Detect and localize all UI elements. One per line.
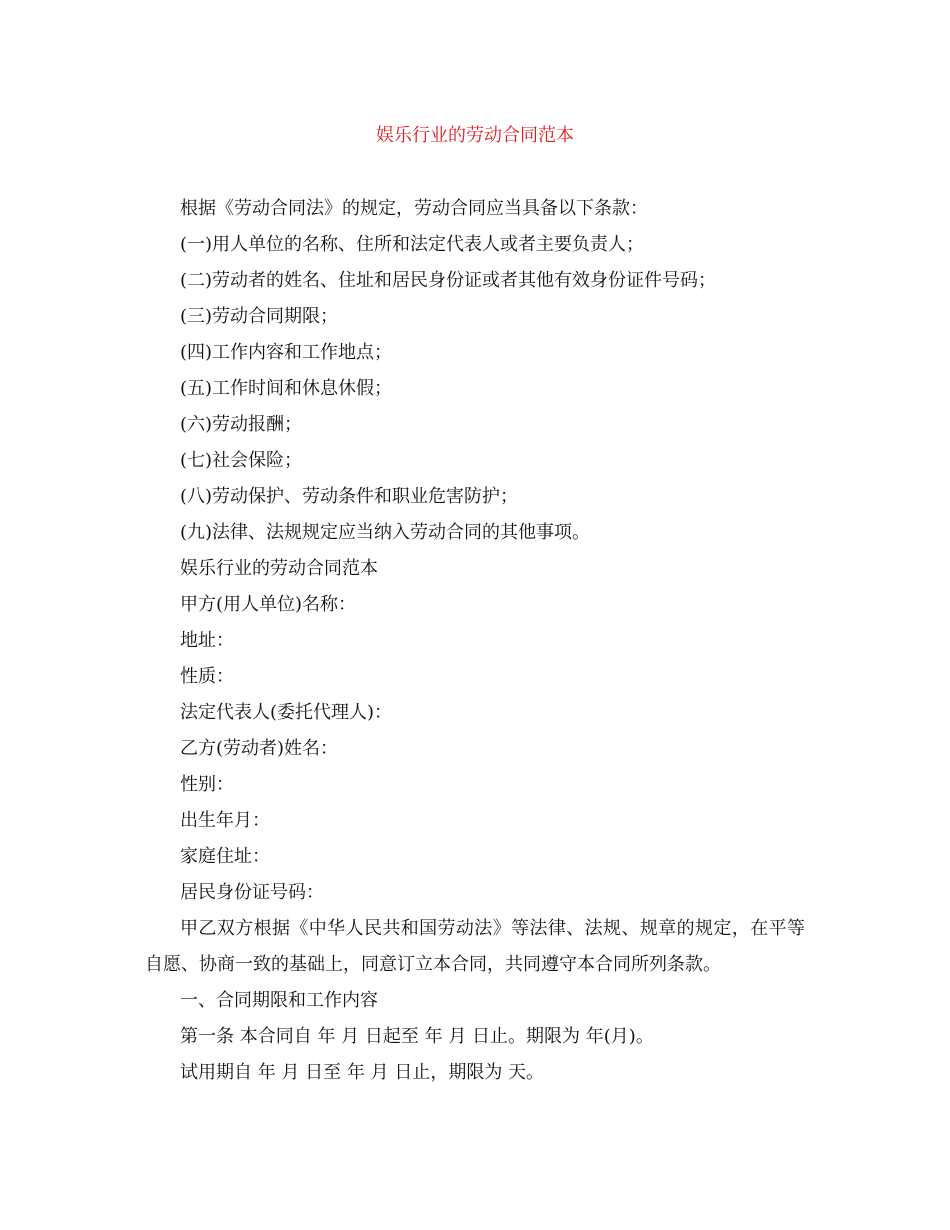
paragraph-intro: 根据《劳动合同法》的规定，劳动合同应当具备以下条款： (180, 198, 648, 219)
field-employer-name: 甲方(用人单位)名称： (180, 594, 357, 615)
probation-period: 试用期自 年 月 日至 年 月 日止，期限为 天。 (180, 1062, 545, 1083)
field-id-number: 居民身份证号码： (180, 882, 324, 903)
paragraph-clause-1: (一)用人单位的名称、住所和法定代表人或者主要负责人； (180, 234, 645, 255)
field-gender: 性别： (180, 774, 234, 795)
paragraph-clause-8: (八)劳动保护、劳动条件和职业危害防护； (180, 486, 519, 507)
paragraph-clause-3: (三)劳动合同期限； (180, 306, 339, 327)
document-body (145, 191, 805, 1091)
document-title: 娱乐行业的劳动合同范本 (376, 125, 574, 146)
field-legal-representative: 法定代表人(委托代理人)： (180, 702, 393, 723)
field-address: 地址： (180, 630, 234, 651)
paragraph-clause-9: (九)法律、法规规定应当纳入劳动合同的其他事项。 (180, 522, 591, 543)
field-home-address: 家庭住址： (180, 846, 270, 867)
article-1: 第一条 本合同自 年 月 日起至 年 月 日止。期限为 年(月)。 (180, 1026, 654, 1047)
paragraph-agreement: 甲乙双方根据《中华人民共和国劳动法》等法律、法规、规章的规定，在平等自愿、协商一致的基础上，同意订立本合同，共同遵守本合同所列条款。 (145, 918, 805, 975)
paragraph-clause-4: (四)工作内容和工作地点； (180, 342, 393, 363)
paragraph-clause-6: (六)劳动报酬； (180, 414, 303, 435)
field-employee-name: 乙方(劳动者)姓名： (180, 738, 339, 759)
section-heading-1: 一、合同期限和工作内容 (180, 990, 378, 1011)
paragraph-clause-7: (七)社会保险； (180, 450, 303, 471)
paragraph-subtitle: 娱乐行业的劳动合同范本 (180, 558, 378, 579)
field-nature: 性质： (180, 666, 234, 687)
paragraph-clause-2: (二)劳动者的姓名、住址和居民身份证或者其他有效身份证件号码； (180, 270, 717, 291)
field-birth-date: 出生年月： (180, 810, 270, 831)
paragraph-clause-5: (五)工作时间和休息休假； (180, 378, 393, 399)
